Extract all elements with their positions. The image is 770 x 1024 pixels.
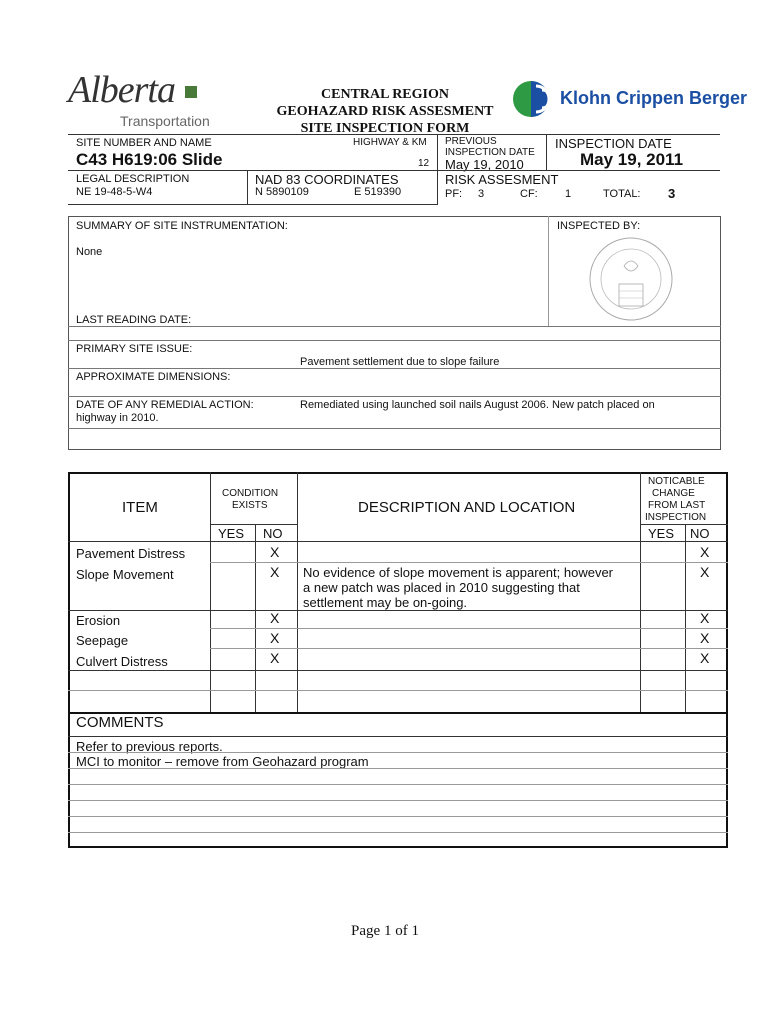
risk-assessment-label: RISK ASSESMENT [445, 172, 559, 187]
kcb-logo [512, 78, 752, 120]
previous-label-1: PREVIOUS [445, 136, 497, 147]
slope-no-mark: X [270, 564, 280, 580]
slope-description-line-1: No evidence of slope movement is apparent; however [303, 565, 614, 580]
dimensions-label: APPROXIMATE DIMENSIONS: [76, 371, 231, 383]
legal-description-label: LEGAL DESCRIPTION [76, 173, 190, 185]
pavement-no-mark: X [270, 544, 280, 560]
condition-header-2: EXISTS [232, 500, 268, 511]
highway-label: HIGHWAY & KM [353, 137, 427, 148]
change-header-3: FROM LAST [648, 500, 706, 511]
nad-northing: N 5890109 [255, 186, 309, 198]
change-header-2: CHANGE [652, 488, 695, 499]
seepage-no-mark: X [270, 630, 280, 646]
pavement-change-no-mark: X [700, 544, 710, 560]
item-culvert-distress: Culvert Distress [76, 654, 168, 669]
nad-easting: E 519390 [354, 186, 402, 198]
form-title-line-1: CENTRAL REGION [321, 87, 449, 102]
change-yes-header: YES [648, 526, 675, 541]
slope-change-no-mark: X [700, 564, 710, 580]
erosion-no-mark: X [270, 610, 280, 626]
cf-value: 1 [565, 188, 572, 200]
last-reading-label: LAST READING DATE: [76, 314, 192, 326]
inspection-date-label: INSPECTION DATE [555, 136, 672, 151]
culvert-no-mark: X [270, 650, 280, 666]
highway-value: 12 [418, 158, 430, 169]
seepage-change-no-mark: X [700, 630, 710, 646]
item-header: ITEM [122, 499, 158, 516]
instrumentation-value: None [76, 246, 103, 258]
primary-issue-label: PRIMARY SITE ISSUE: [76, 343, 193, 355]
engineer-stamp-icon [586, 236, 676, 322]
previous-label-2: INSPECTION DATE [445, 147, 535, 158]
culvert-change-no-mark: X [700, 650, 710, 666]
site-number-label: SITE NUMBER AND NAME [76, 137, 212, 149]
legal-description-value: NE 19-48-5-W4 [76, 186, 153, 198]
kcb-logo-icon [512, 78, 554, 120]
alberta-subtitle: Transportation [120, 113, 210, 129]
cf-label: CF: [520, 188, 538, 200]
previous-inspection-value: May 19, 2010 [445, 157, 524, 172]
slope-description-line-3: settlement may be on-going. [303, 595, 468, 610]
item-slope-movement: Slope Movement [76, 567, 174, 582]
condition-header-1: CONDITION [222, 488, 279, 499]
remedial-label: DATE OF ANY REMEDIAL ACTION: [76, 399, 254, 411]
kcb-logo-text: Klohn Crippen Berger [560, 88, 748, 108]
inspection-date-value: May 19, 2011 [580, 150, 684, 169]
form-title-line-3: SITE INSPECTION FORM [300, 121, 470, 136]
item-erosion: Erosion [76, 613, 121, 628]
condition-yes-header: YES [218, 526, 245, 541]
site-number-value: C43 H619:06 Slide [76, 150, 223, 169]
comment-line-2: MCI to monitor – remove from Geohazard program [76, 754, 369, 769]
change-header-4: INSPECTION [645, 512, 707, 523]
nad-coordinates-label: NAD 83 COORDINATES [255, 172, 399, 187]
slope-description-line-2: a new patch was placed in 2010 suggesting that [303, 580, 580, 595]
item-pavement-distress: Pavement Distress [76, 546, 186, 561]
pf-label: PF: [445, 188, 463, 200]
pf-value: 3 [478, 188, 485, 200]
remedial-value-2: highway in 2010. [76, 412, 159, 424]
form-title-line-2: GEOHAZARD RISK ASSESMENT [276, 104, 494, 119]
comment-line-1: Refer to previous reports. [76, 739, 223, 754]
primary-issue-value: Pavement settlement due to slope failure [300, 356, 500, 368]
description-header: DESCRIPTION AND LOCATION [358, 499, 576, 516]
change-no-header: NO [690, 526, 710, 541]
remedial-value-1: Remediated using launched soil nails August 2006. New patch placed on [300, 399, 655, 411]
alberta-flag-icon [185, 86, 197, 98]
comments-label: COMMENTS [76, 714, 164, 731]
alberta-logo [68, 68, 197, 112]
instrumentation-label: SUMMARY OF SITE INSTRUMENTATION: [76, 220, 288, 232]
erosion-change-no-mark: X [700, 610, 710, 626]
total-label: TOTAL: [603, 188, 641, 200]
alberta-logo-text: Alberta [68, 69, 175, 111]
total-value: 3 [668, 186, 676, 201]
item-seepage: Seepage [76, 633, 129, 648]
page-number: Page 1 of 1 [351, 923, 419, 939]
change-header-1: NOTICABLE [648, 476, 705, 487]
condition-no-header: NO [263, 526, 283, 541]
inspected-by-label: INSPECTED BY: [557, 220, 641, 232]
